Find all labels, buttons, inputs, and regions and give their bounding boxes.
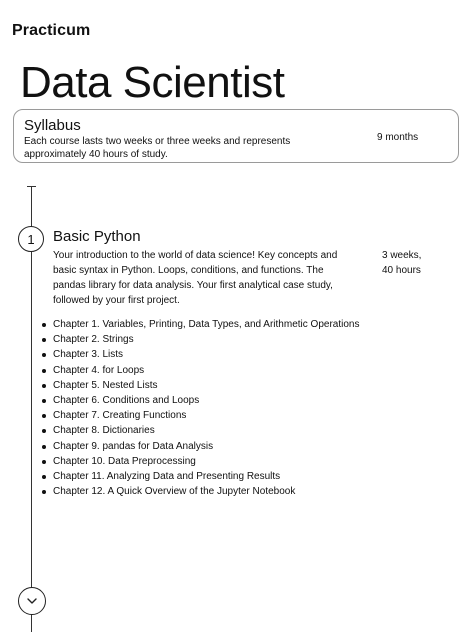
course-duration (382, 248, 421, 278)
page-title: Data Scientist (20, 58, 285, 107)
bullet-icon (42, 399, 46, 403)
bullet-icon (42, 460, 46, 464)
bullet-icon (42, 429, 46, 433)
chapter-label: Chapter 2. Strings (53, 334, 134, 346)
chapter-label: Chapter 12. A Quick Overview of the Jupyter Notebook (53, 486, 296, 498)
chapter-item (40, 454, 359, 469)
chapter-label: Chapter 10. Data Preprocessing (53, 455, 196, 467)
chapter-item (40, 439, 359, 454)
chapter-label: Chapter 8. Dictionaries (53, 425, 155, 437)
chapter-item (40, 332, 359, 347)
course-number: 1 (27, 231, 35, 247)
chapter-label: Chapter 6. Conditions and Loops (53, 394, 200, 406)
brand-logo[interactable]: Practicum (12, 22, 91, 39)
course-title: Basic Python (53, 228, 141, 245)
syllabus-card (13, 109, 459, 163)
syllabus-description: Each course lasts two weeks or three weeks and represents approximately 40 hours of study. (24, 136, 291, 160)
bullet-icon (42, 384, 46, 388)
chapter-item (40, 317, 359, 332)
syllabus-duration: 9 months (377, 132, 419, 143)
chapter-item (40, 484, 359, 499)
chapter-label: Chapter 1. Variables, Printing, Data Types, and Arithmetic Operations (53, 319, 360, 330)
chapter-label: Chapter 11. Analyzing Data and Presenting Results (53, 470, 281, 482)
chapter-item (40, 423, 359, 438)
expand-button[interactable] (18, 587, 46, 615)
timeline-line (31, 186, 32, 632)
chapter-list (40, 317, 359, 499)
bullet-icon (42, 414, 46, 418)
chapter-label: Chapter 5. Nested Lists (53, 379, 158, 391)
chapter-label: Chapter 3. Lists (53, 349, 124, 361)
bullet-icon (42, 338, 46, 342)
chapter-item (40, 408, 359, 423)
chapter-item (40, 378, 359, 393)
bullet-icon (42, 353, 46, 357)
chapter-item (40, 469, 359, 484)
chapter-label: Chapter 9. pandas for Data Analysis (53, 440, 214, 452)
chapter-label: Chapter 4. for Loops (53, 364, 145, 376)
bullet-icon (42, 490, 46, 494)
bullet-icon (42, 445, 46, 449)
bullet-icon (42, 323, 46, 327)
bullet-icon (42, 369, 46, 373)
chapter-item (40, 393, 359, 408)
course-duration-hours: 40 hours (382, 265, 421, 276)
course-description: Your introduction to the world of data science! Key concepts and basic syntax in Python. Loops, conditions, and functions. The pandas library for data analysis. Your first analytical case study, followed by your first project. (53, 250, 338, 306)
syllabus-heading: Syllabus (24, 117, 81, 134)
chapter-item (40, 347, 359, 362)
chapter-item (40, 363, 359, 378)
course-duration-weeks: 3 weeks, (382, 250, 422, 261)
course-number-badge (18, 226, 44, 252)
bullet-icon (42, 475, 46, 479)
chevron-down-icon (27, 598, 37, 604)
chapter-label: Chapter 7. Creating Functions (53, 410, 187, 422)
